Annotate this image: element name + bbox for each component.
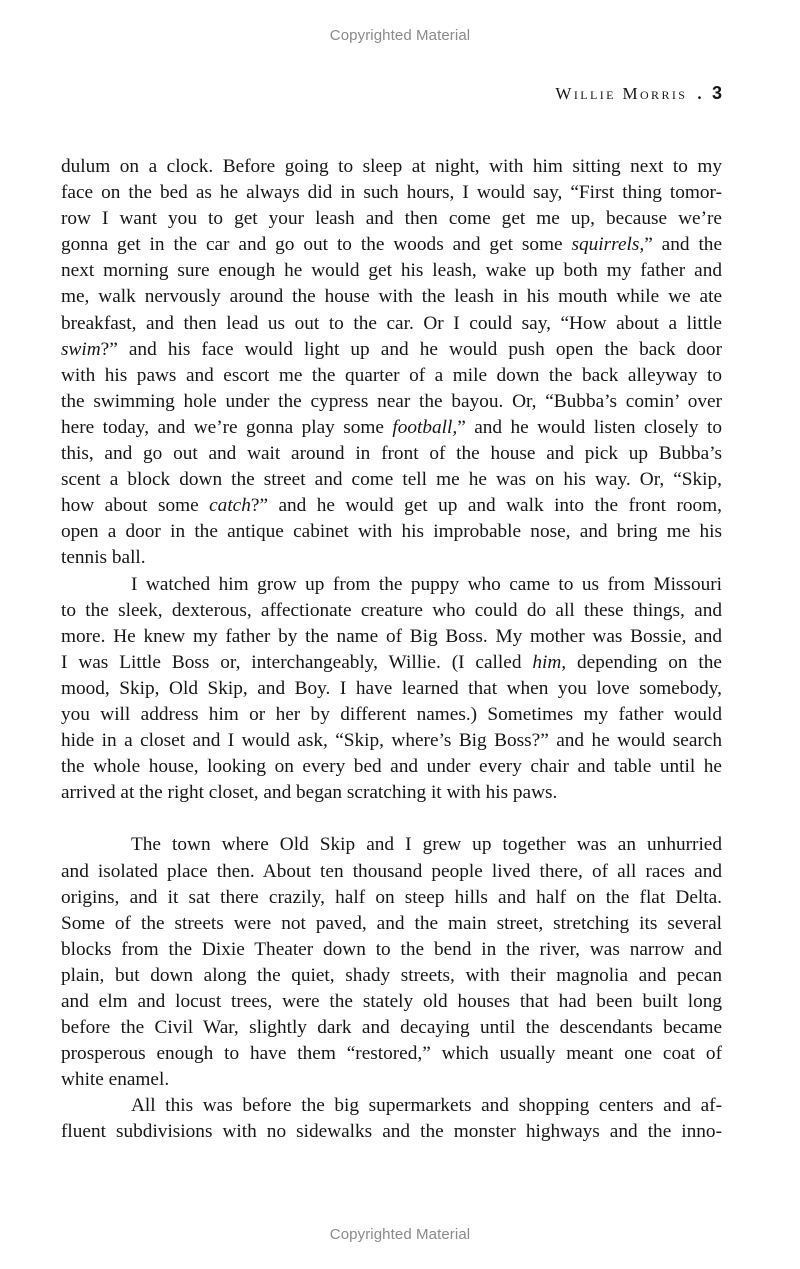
text-run: I was Little Boss or, interchangeably, Willie. (I called [61, 651, 533, 673]
text-run: ” and the [644, 234, 722, 256]
text-line: arrived at the right closet, and began scratching it with his paws. [61, 782, 558, 804]
text-line [61, 650, 722, 676]
text-line: dulum on a clock. Before going to sleep at night, with him sitting next to my [61, 156, 722, 177]
text-line: mood, Skip, Old Skip, and Boy. I have learned that when you love somebody, [61, 677, 722, 699]
text-line: me, walk nervously around the house with the leash in his mouth while we ate [61, 286, 722, 308]
text-line [61, 337, 722, 363]
text-line: the swimming hole under the cypress near the bayou. Or, “Bubba’s comin’ over [61, 390, 722, 412]
text-line [61, 232, 722, 258]
paragraph [61, 572, 722, 807]
text-line: and isolated place then. About ten thousand people lived there, of all races and [61, 860, 722, 882]
text-line: blocks from the Dixie Theater down to the bend in the river, was narrow and [61, 938, 722, 960]
running-head-author: Willie Morris [555, 84, 688, 103]
text-line [61, 493, 722, 519]
page-number: 3 [711, 83, 722, 103]
text-line [61, 415, 722, 441]
text-line: scent a block down the street and come tell me he was on his way. Or, “Skip, [61, 469, 722, 491]
text-run: ” and he would listen closely to [457, 416, 723, 438]
paragraph [61, 154, 722, 572]
text-line: before the Civil War, slightly dark and decaying until the descendants became [61, 1017, 722, 1039]
text-line: fluent subdivisions with no sidewalks and the monster highways and the inno- [61, 1121, 722, 1143]
section-break [61, 806, 722, 832]
text-line: open a door in the antique cabinet with his improbable nose, and bring me his [61, 521, 722, 543]
text-run: depending on the [566, 651, 722, 673]
text-line: and elm and locust trees, were the stately old houses that had been built long [61, 991, 722, 1012]
text-run: ?” and he would get up and walk into the front room, [250, 495, 722, 517]
text-line: you will address him or her by different names.) Sometimes my father would [61, 703, 722, 725]
text-line: with his paws and escort me the quarter of a mile down the back alleyway to [61, 364, 722, 386]
text-line: The town where Old Skip and I grew up together was an unhurried [131, 834, 722, 856]
text-line: tennis ball. [61, 547, 146, 569]
text-line: more. He knew my father by the name of Big Boss. My mother was Bossie, and [61, 625, 722, 647]
text-line: face on the bed as he always did in such hours, I would say, “First thing tomor- [61, 182, 722, 204]
running-head [555, 83, 722, 104]
text-line: row I want you to get your leash and then come get me up, because we’re [61, 208, 722, 230]
text-line: to the sleek, dexterous, affectionate creature who could do all these things, and [61, 599, 722, 621]
italic-text: him, [532, 651, 567, 673]
text-line: white enamel. [61, 1069, 170, 1091]
text-line: breakfast, and then lead us out to the car. Or I could say, “How about a little [61, 312, 722, 334]
italic-text: squirrels, [571, 234, 645, 256]
copyright-watermark-bottom: Copyrighted Material [329, 1226, 471, 1243]
running-head-separator: . [697, 84, 704, 103]
text-line: Some of the streets were not paved, and the main street, stretching its several [61, 912, 722, 934]
text-line: All this was before the big supermarkets and shopping centers and af- [131, 1095, 722, 1117]
text-line: plain, but down along the quiet, shady streets, with their magnolia and pecan [61, 964, 722, 986]
copyright-watermark-top: Copyrighted Material [329, 27, 471, 44]
text-line: I watched him grow up from the puppy who came to us from Missouri [131, 573, 722, 595]
text-run: ?” and his face would light up and he would push open the back door [100, 338, 722, 360]
text-run: how about some [61, 495, 210, 517]
italic-text: football, [392, 416, 458, 438]
text-line: the whole house, looking on every bed and under every chair and table until he [61, 756, 722, 778]
text-run: here today, and we’re gonna play some [61, 416, 393, 438]
text-line: this, and go out and wait around in front of the house and pick up Bubba’s [61, 443, 722, 465]
text-run: gonna get in the car and go out to the woods and get some [61, 234, 572, 256]
italic-text: swim [61, 338, 101, 360]
text-line: next morning sure enough he would get his leash, wake up both my father and [61, 260, 722, 282]
italic-text: catch [209, 495, 251, 517]
text-line: hide in a closet and I would ask, “Skip, where’s Big Boss?” and he would search [61, 730, 722, 752]
page-body [61, 154, 722, 1146]
text-line: prosperous enough to have them “restored,” which usually meant one coat of [61, 1043, 722, 1065]
text-line: origins, and it sat there crazily, half on steep hills and half on the flat Delta. [61, 886, 722, 908]
paragraph [61, 1093, 722, 1145]
paragraph [61, 832, 722, 1093]
